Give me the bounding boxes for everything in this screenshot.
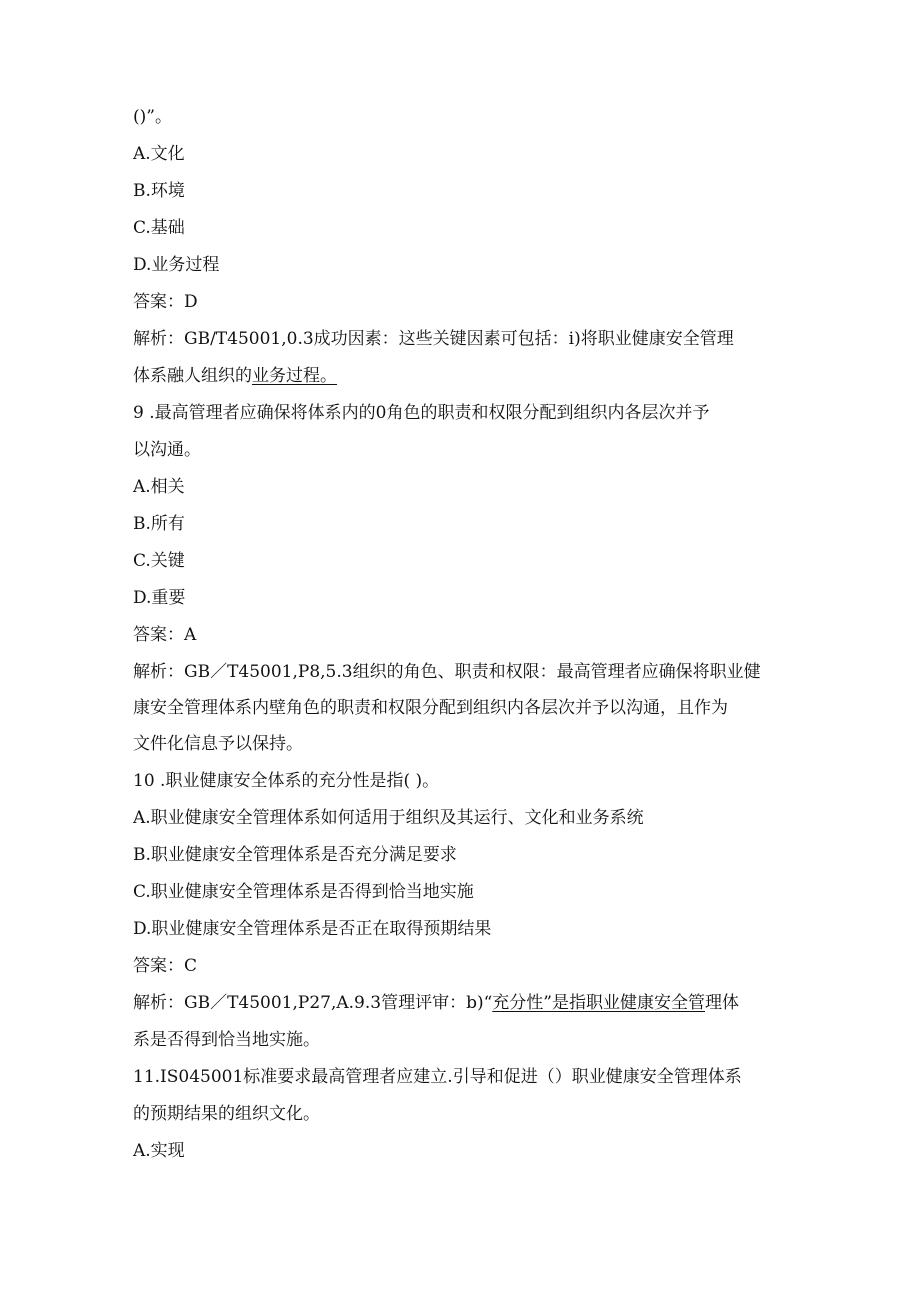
answer: 答案：C xyxy=(133,956,198,976)
option-a: A.文化 xyxy=(133,144,185,164)
explanation: 解析：GB／T45001,P8,5.3组织的角色、职责和权限：最高管理者应确保将职业健 xyxy=(133,662,761,682)
text-line: ()”。 xyxy=(133,107,172,127)
question-text: 的预期结果的组织文化。 xyxy=(133,1104,320,1124)
option-a: A.职业健康安全管理体系如何适用于组织及其运行、文化和业务系统 xyxy=(133,808,644,828)
explanation: 解析：GB/T45001,0.3成功因素：这些关键因素可包括：i)将职业健康安全管理 xyxy=(133,329,734,349)
explanation-line: 康安全管理体系内壁角色的职责和权限分配到组织内各层次并予以沟通，且作为 xyxy=(133,698,728,718)
explanation-line: 文件化信息予以保持。 xyxy=(133,734,303,754)
option-b: B.职业健康安全管理体系是否充分满足要求 xyxy=(133,845,457,865)
question-text: 以沟通。 xyxy=(133,440,201,460)
question-10: 10 .职业健康安全体系的充分性是指( )。 xyxy=(133,771,440,791)
explanation-line xyxy=(133,365,337,387)
option-b: B.环境 xyxy=(133,181,185,201)
underlined-text: 业务过程。 xyxy=(252,366,337,386)
underlined-text: 充分性”是指职业健康安全管 xyxy=(492,993,705,1013)
text-span: 理体 xyxy=(705,993,739,1013)
question-11: 11.IS045001标准要求最高管理者应建立.引导和促进（）职业健康安全管理体系 xyxy=(133,1067,742,1087)
question-9: 9 .最高管理者应确保将体系内的0角色的职责和权限分配到组织内各层次并予 xyxy=(133,403,710,423)
option-d: D.业务过程 xyxy=(133,255,220,275)
answer: 答案：D xyxy=(133,292,198,312)
option-a: A.实现 xyxy=(133,1141,185,1161)
explanation-line: 系是否得到恰当地实施。 xyxy=(133,1030,320,1050)
text-span: 解析：GB／T45001,P27,A.9.3管理评审：b)“ xyxy=(133,993,493,1013)
option-a: A.相关 xyxy=(133,477,185,497)
option-d: D.职业健康安全管理体系是否正在取得预期结果 xyxy=(133,919,492,939)
text-span: 体系融人组织的 xyxy=(133,366,252,386)
option-c: C.关键 xyxy=(133,551,185,571)
option-c: C.职业健康安全管理体系是否得到恰当地实施 xyxy=(133,882,474,902)
explanation xyxy=(133,992,739,1014)
option-b: B.所有 xyxy=(133,514,185,534)
answer: 答案：A xyxy=(133,625,197,645)
option-d: D.重要 xyxy=(133,588,186,608)
option-c: C.基础 xyxy=(133,218,185,238)
